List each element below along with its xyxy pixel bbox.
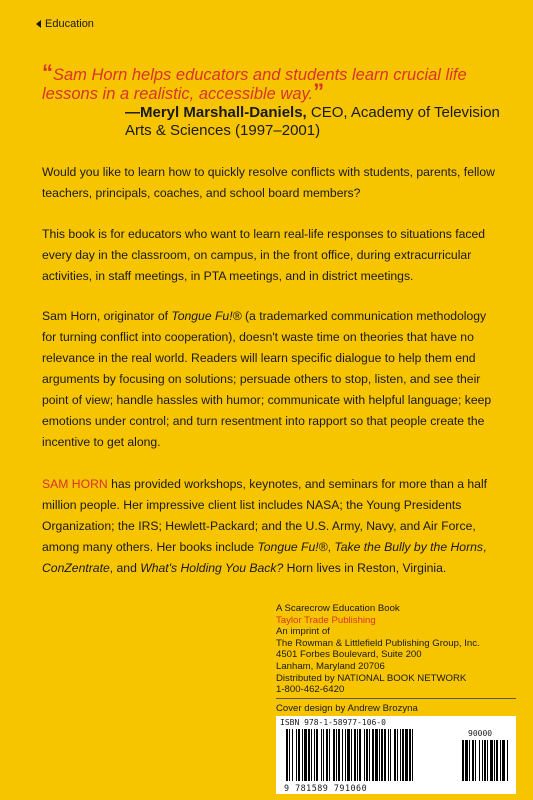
publisher-line-5: 4501 Forbes Boulevard, Suite 200 <box>276 649 422 661</box>
barcode-bar <box>316 729 318 781</box>
barcode-bar <box>342 729 343 781</box>
book-title-1: Tongue Fu!® <box>257 540 328 554</box>
paragraph-intro: Would you like to learn how to quickly resolve conflicts with students, parents, fellow teachers, principals, coaches, and school board members? <box>42 165 495 200</box>
p3-text-b: (a trademarked communication methodology for turning conflict into cooperation), doesn't waste time on theories that have no relevance in the real world. Readers will learn specific dialogue to help them end arguments by focusing on solutions; persuade others to stop, listen, and see their point of view; handle hassles with humor; communicate with helpful language; keep emotions under control; and turn resentment into rapport so that people create the incentive to get along. <box>42 309 492 449</box>
barcode-bar <box>369 729 370 781</box>
author-name: SAM HORN <box>42 477 108 491</box>
book-title-3: ConZentrate <box>42 561 110 575</box>
barcode-bar <box>302 729 303 781</box>
barcode-bar <box>338 729 340 781</box>
barcode-bar <box>472 740 474 781</box>
quote-attribution <box>125 104 505 140</box>
barcode-bar <box>462 740 464 781</box>
barcode-bar <box>469 740 470 781</box>
barcode-bar <box>465 740 468 781</box>
barcode-bar <box>482 740 483 781</box>
publisher-line-3: An imprint of <box>276 626 330 638</box>
barcode-bar <box>490 740 493 781</box>
barcode-bar <box>329 729 330 781</box>
publisher-line-6: Lanham, Maryland 20706 <box>276 660 385 672</box>
barcode-bar <box>336 729 337 781</box>
book-title-2: Take the Bully by the Horns <box>334 540 484 554</box>
barcode-bar <box>308 729 310 781</box>
barcode-bar <box>405 729 408 781</box>
barcode-bar <box>304 729 307 781</box>
category-label <box>36 18 94 30</box>
p4-text-b: Horn lives in Reston, Virginia. <box>283 561 447 575</box>
barcode-bar <box>384 729 386 781</box>
publisher-line-2: Taylor Trade Publishing <box>276 614 376 626</box>
barcode-bar <box>390 729 391 781</box>
barcode-bar <box>351 729 352 781</box>
barcode-bar <box>296 729 297 781</box>
barcode-bar <box>359 729 361 781</box>
open-quote-icon: “ <box>42 60 53 85</box>
barcode-bar <box>357 729 358 781</box>
barcode-bar <box>475 740 476 781</box>
barcode-bar <box>484 740 486 781</box>
barcode-bar <box>364 729 365 781</box>
barcode-bar <box>345 729 346 781</box>
barcode-bar <box>372 729 374 781</box>
barcode-bar <box>381 729 383 781</box>
price-code: 90000 <box>468 729 493 738</box>
book-title-4: What's Holding You Back? <box>140 561 284 575</box>
barcode-bar <box>400 729 401 781</box>
barcode-bar <box>375 729 378 781</box>
barcode-bar <box>333 729 335 781</box>
barcode-bar <box>388 729 389 781</box>
barcode-digits: 9 781589 791060 <box>284 783 368 793</box>
paragraph-author-bio <box>42 474 500 579</box>
barcode-bar <box>397 729 398 781</box>
triangle-bullet-icon <box>36 20 41 28</box>
barcode-bar <box>394 729 396 781</box>
barcode-bar <box>292 729 293 781</box>
barcode-bar <box>326 729 328 781</box>
barcode-bar <box>479 740 480 781</box>
p3-book-title: Tongue Fu!® <box>171 309 242 323</box>
p3-text-a: Sam Horn, originator of <box>42 309 172 323</box>
barcode-bar <box>321 729 322 781</box>
quote-author-title: CEO, Academy of Television Arts & Sciences (1997–2001) <box>125 104 500 139</box>
barcode-bar <box>379 729 380 781</box>
divider <box>276 698 516 699</box>
barcode-box <box>276 716 516 794</box>
barcode-bar <box>354 729 356 781</box>
publisher-line-7: Distributed by NATIONAL BOOK NETWORK <box>276 672 467 684</box>
close-quote-icon: ” <box>313 79 325 104</box>
category-text: Education <box>45 18 94 30</box>
quote-author: —Meryl Marshall-Daniels, <box>125 104 307 121</box>
p4-sep-1: , <box>327 540 335 554</box>
quote-text: Sam Horn helps educators and students learn crucial life lessons in a realistic, accessible way. <box>42 66 467 103</box>
p4-text-a: has provided workshops, keynotes, and seminars for more than a half million people. Her impressive client list includes NASA; the Young Presidents Organization; the IRS; Hewlett-Packard; and the U.S. Army, Navy, and Air Force, among many others. Her books include <box>42 477 488 554</box>
barcode-bar <box>487 740 488 781</box>
publisher-line-1: A Scarecrow Education Book <box>276 603 400 614</box>
barcode-bar <box>412 729 413 781</box>
paragraph-audience: This book is for educators who want to learn real-life responses to situations faced every day in the classroom, on campus, in the front office, during extracurricular activities, in staff meetings, in PTA meetings, and in district meetings. <box>42 227 486 283</box>
p4-sep-3: , and <box>109 561 141 575</box>
paragraph-description <box>42 306 500 453</box>
pull-quote <box>42 60 492 104</box>
cover-credit: Cover design by Andrew Brozyna <box>276 703 418 714</box>
barcode-bar <box>289 729 290 781</box>
barcode-bar <box>366 729 368 781</box>
barcode-bar <box>494 740 495 781</box>
barcode-bar <box>507 740 508 781</box>
barcode-bar <box>409 729 411 781</box>
barcode-bar <box>298 729 300 781</box>
publisher-line-8: 1-800-462-6420 <box>276 684 345 696</box>
barcode-bar <box>347 729 350 781</box>
barcode-bar <box>402 729 404 781</box>
isbn-text: ISBN 978-1-58977-106-0 <box>280 718 386 727</box>
barcode-bar <box>496 740 498 781</box>
barcode-bar <box>314 729 315 781</box>
barcode-bar <box>500 740 501 781</box>
barcode-bar <box>502 740 505 781</box>
barcode-bar <box>286 729 288 781</box>
barcode-bar <box>323 729 324 781</box>
publisher-line-4: The Rowman & Littlefield Publishing Group, Inc. <box>276 637 480 649</box>
p4-sep-2: , <box>483 540 487 554</box>
publisher-block <box>276 603 516 696</box>
barcode-bar <box>311 729 312 781</box>
